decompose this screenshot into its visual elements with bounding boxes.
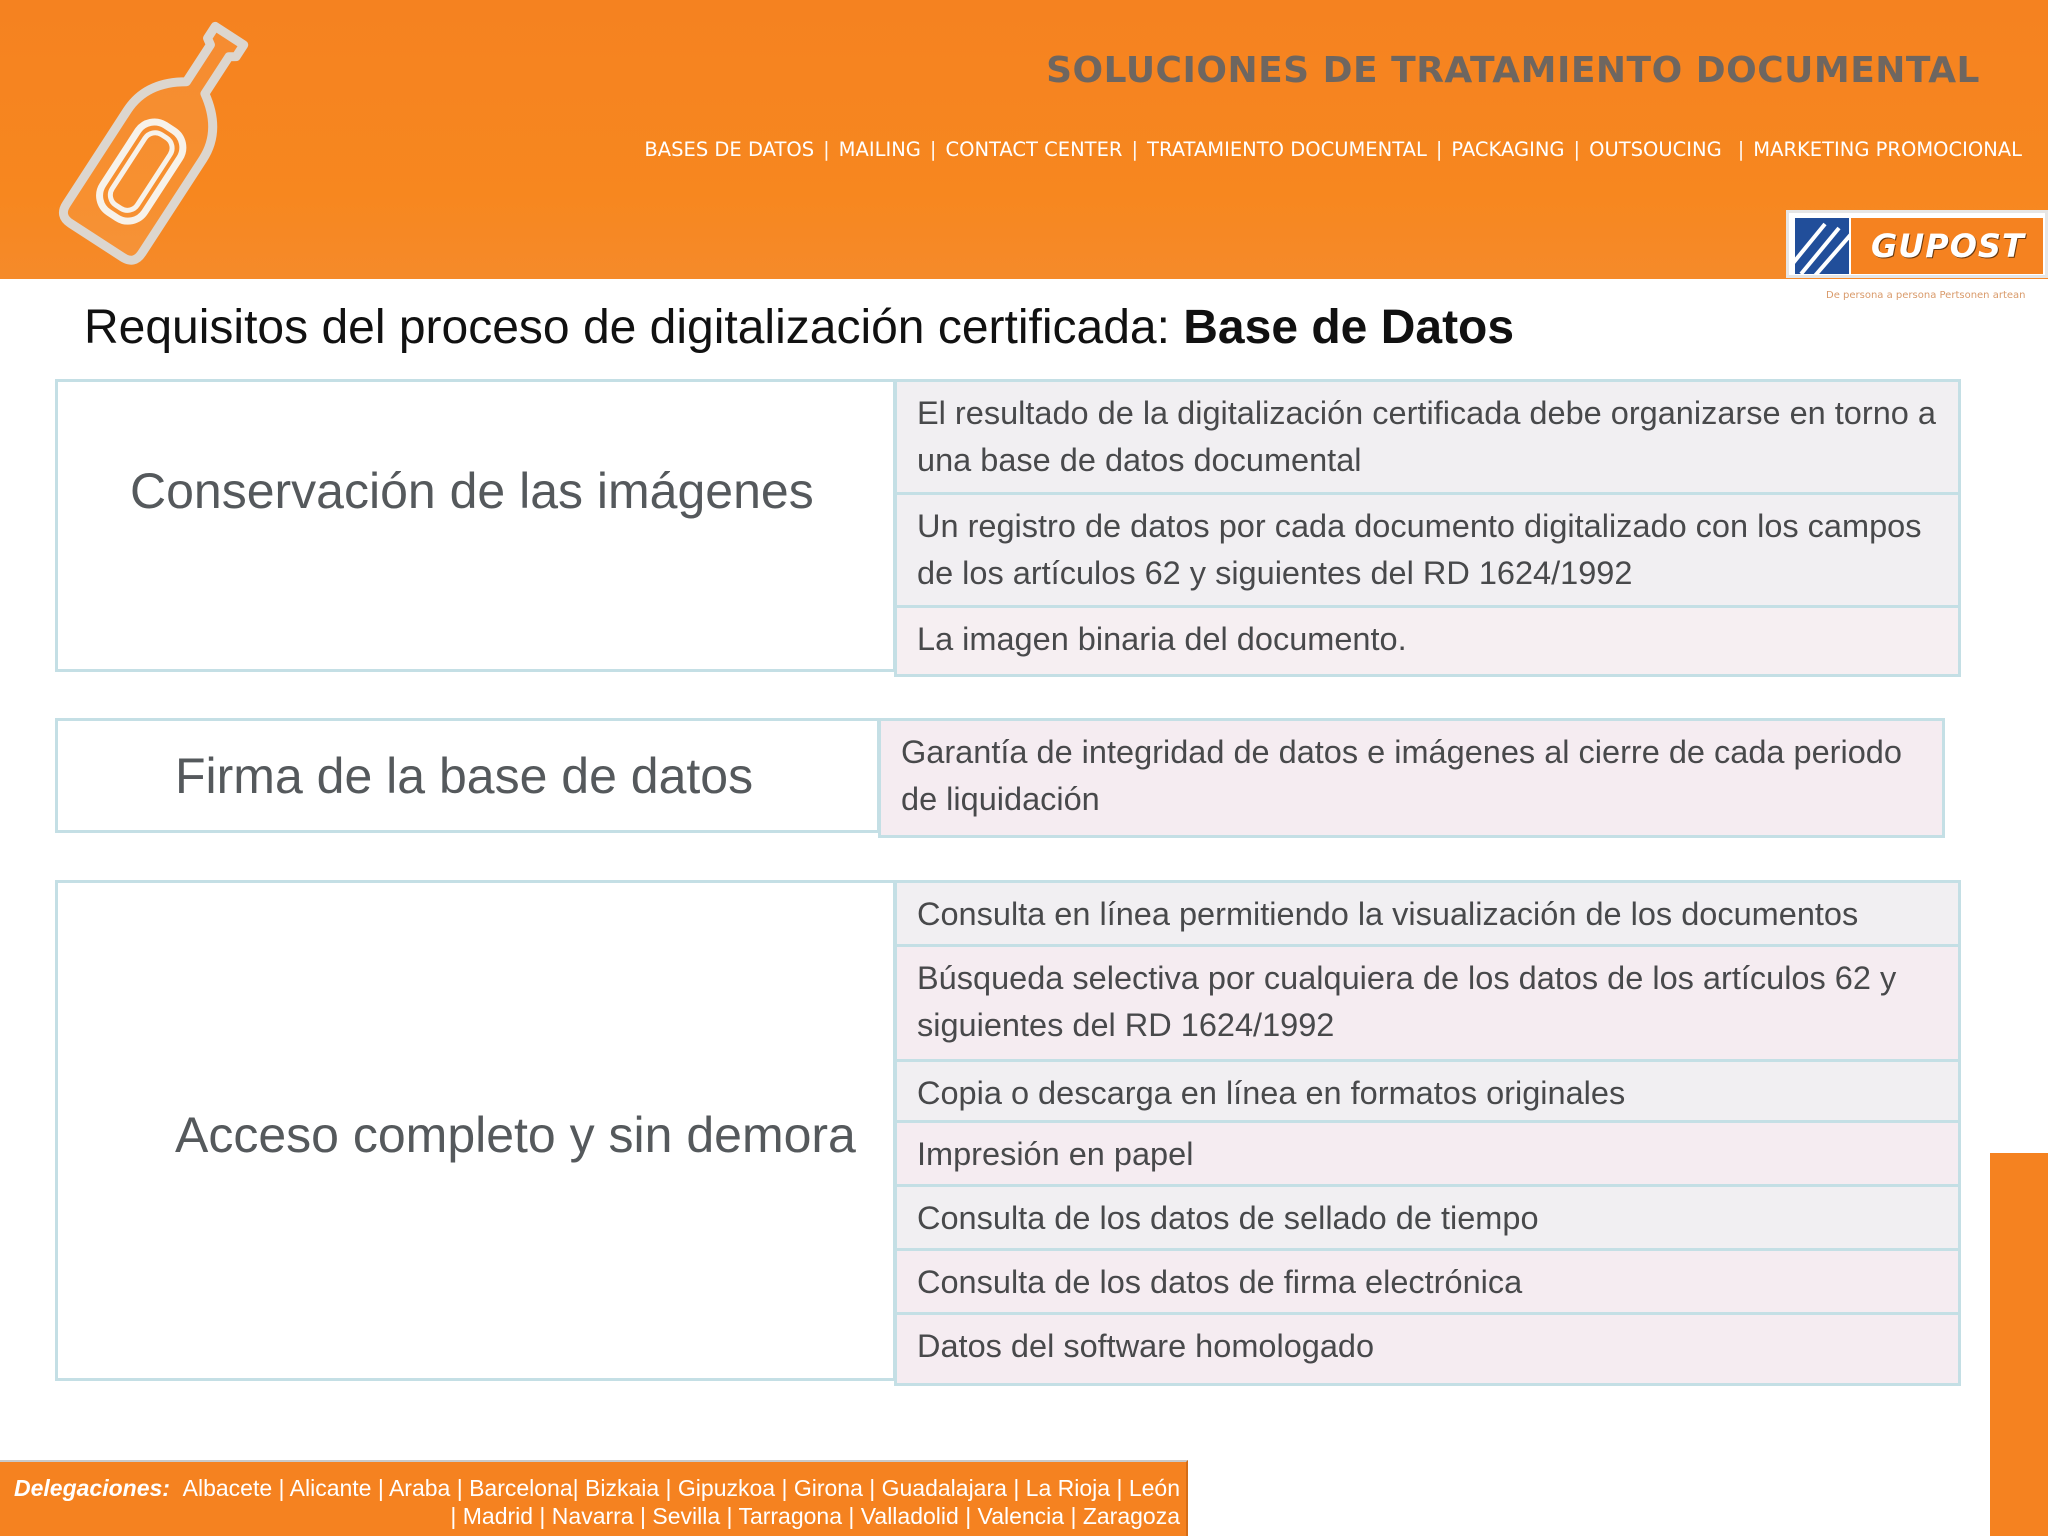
section-label-box	[55, 379, 896, 672]
nav-item-packaging[interactable]: PACKAGING	[1451, 138, 1565, 161]
footer-label: Delegaciones:	[14, 1475, 170, 1501]
nav-separator: |	[929, 138, 937, 161]
top-navigation	[644, 138, 2022, 161]
nav-item-outsoucing[interactable]: OUTSOUCING	[1589, 138, 1722, 161]
section-item: Impresión en papel	[894, 1120, 1961, 1187]
section-item: Consulta en línea permitiendo la visualización de los documentos	[894, 880, 1961, 947]
section-item: Datos del software homologado	[894, 1312, 1961, 1386]
nav-separator: |	[1131, 138, 1139, 161]
section-item: Consulta de los datos de sellado de tiempo	[894, 1184, 1961, 1251]
section-item: Búsqueda selectiva por cualquiera de los datos de los artículos 62 y siguientes del RD 1624/1992	[894, 944, 1961, 1062]
nav-item-tratamiento-documental[interactable]: TRATAMIENTO DOCUMENTAL	[1147, 138, 1427, 161]
nav-separator: |	[823, 138, 830, 161]
footer-cities-line-1: Albacete | Alicante | Araba | Barcelona| Bizkaia | Gipuzkoa | Girona | Guadalajara | La Rioja | León	[182, 1475, 1180, 1501]
section-item: El resultado de la digitalización certificada debe organizarse en torno a una base de datos documental	[894, 379, 1961, 495]
section-item: Garantía de integridad de datos e imágenes al cierre de cada periodo de liquidación	[878, 718, 1945, 838]
footer-cities-line-2: | Madrid | Navarra | Sevilla | Tarragona | Valladolid | Valencia | Zaragoza	[450, 1503, 1180, 1529]
brand-title: SOLUCIONES DE TRATAMIENTO DOCUMENTAL	[1046, 50, 1980, 91]
bottle-with-message-icon	[58, 8, 268, 268]
slide-title-bold: Base de Datos	[1183, 301, 1515, 354]
section-items	[894, 379, 1961, 677]
nav-separator: |	[1737, 138, 1745, 161]
slide-title-prefix: Requisitos del proceso de digitalización certificada:	[84, 301, 1184, 354]
section-label: Firma de la base de datos	[175, 747, 754, 804]
gupost-wordmark: GUPOST	[1871, 227, 2025, 265]
section-label: Conservación de las imágenes	[130, 463, 814, 519]
section-label: Acceso completo y sin demora	[175, 1106, 856, 1163]
slide-title	[84, 300, 1514, 355]
section-item: Copia o descarga en línea en formatos originales	[894, 1059, 1961, 1123]
section-label-box	[55, 880, 896, 1381]
section-items	[878, 718, 1945, 838]
gupost-tagline: De persona a persona Pertsonen artean	[1826, 290, 2026, 301]
nav-item-contact-center[interactable]: CONTACT CENTER	[945, 138, 1123, 161]
nav-separator: |	[1573, 138, 1581, 161]
section-item: Consulta de los datos de firma electrónica	[894, 1248, 1961, 1315]
footer-delegaciones	[0, 1460, 1188, 1536]
section-item: La imagen binaria del documento.	[894, 605, 1961, 677]
nav-item-mailing[interactable]: MAILING	[838, 138, 921, 161]
nav-item-bases-de-datos[interactable]: BASES DE DATOS	[644, 138, 815, 161]
gupost-stripes-icon	[1795, 218, 1849, 274]
section-items	[894, 880, 1961, 1386]
header-banner	[0, 0, 2048, 279]
section-label-box	[55, 718, 880, 833]
gupost-badge	[1786, 210, 2048, 278]
right-accent-bar	[1990, 1153, 2048, 1536]
section-item: Un registro de datos por cada documento digitalizado con los campos de los artículos 62 y siguientes del RD 1624/1992	[894, 492, 1961, 608]
nav-separator: |	[1435, 138, 1443, 161]
gupost-logo	[1786, 210, 2048, 308]
nav-item-marketing-promocional[interactable]: MARKETING PROMOCIONAL	[1753, 138, 2022, 161]
